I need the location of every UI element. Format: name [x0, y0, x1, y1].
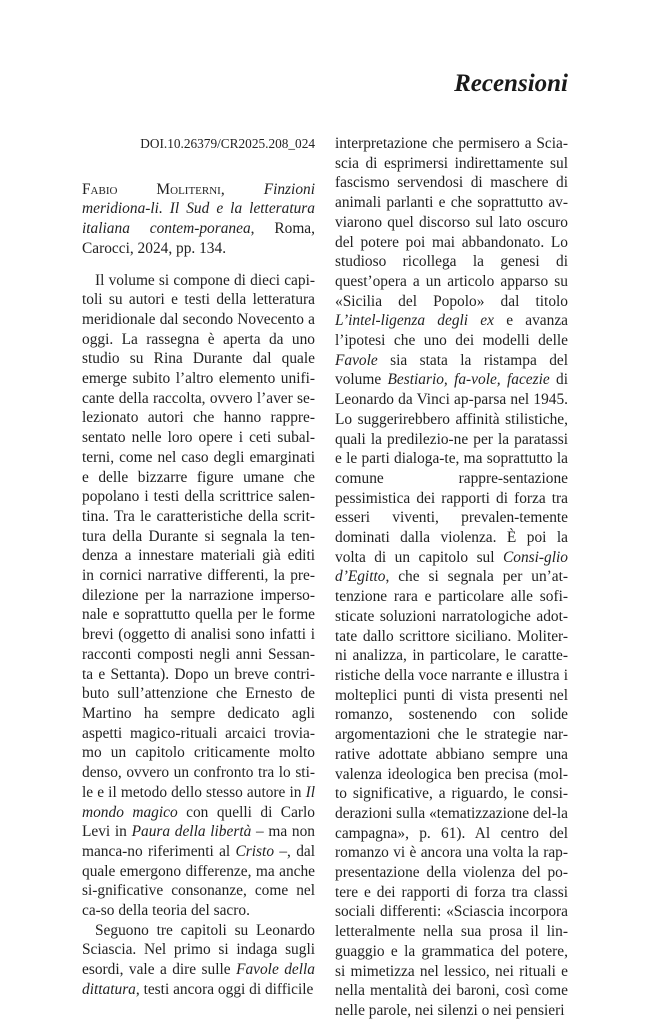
text-run: – ma non manca-no riferimenti al	[82, 823, 315, 860]
paragraph	[335, 134, 568, 1021]
right-column	[335, 134, 568, 1021]
citation	[82, 180, 315, 259]
text-run: e avanza l’ipotesi che uno dei modelli delle	[335, 312, 568, 350]
text-run: Il volume si compone di dieci capi-toli su autori e testi della letteratura meridionale dal secondo Novecento a oggi. La rassegna è aperta da uno studio su Rina Durante dal quale emerge subito l’altro elemento unifi-cante della raccolta, ovvero l’aver se-lezionato autori che hanno rappre-sentato nelle loro opere i ceti subal-terni, come nel caso degli emarginati e delle bizzarre figure umane che popolano i testi della scrittrice salen-tina. Tra le caratteristiche della scrit-tura della Durante si segnala la ten-denza a innestare materiali già editi in cornici narrative differenti, la pre-dilezione per la narrazione imperso-nale e soprattutto quella per le forme brevi (oggetto di analisi sono infatti i racconti composti negli anni Sessan-ta e Settanta). Dopo un breve contri-buto sull’attenzione che Ernesto de Martino ha sempre dedicato agli aspetti magico-rituali arcaici trovia-mo un capitolo criticamente molto denso, ovvero un confronto tra lo sti-le e il metodo dello stesso autore in	[82, 271, 315, 801]
text-run: interpretazione che permisero a Scia-scia di esprimersi indirettamente sul fascismo servendosi di maschere di animali parlanti e che soprattutto av-viarono quel discorso sul lato oscuro del potere poi mai abbandonato. Lo studioso ricollega la genesi di quest’opera a un articolo apparso su «Sicilia del Popolo» dal titolo	[335, 135, 568, 310]
text-run: –, dal quale emergono differenze, ma anche si-gnificative consonanze, come nel ca-so della teoria del sacro.	[82, 842, 315, 920]
doi: DOI.10.26379/CR2025.208_024	[140, 136, 315, 151]
paragraph	[82, 271, 315, 921]
text-run: di Leonardo da Vinci ap-parsa nel 1945. Lo suggerirebbero affinità stilistiche, quali la predilezio-ne per la paratassi e le parti dialoga-te, ma soprattutto la comune rappre-sentazione pessimistica dei rapporti di forza tra esseri viventi, prevalen-temente dominati dalla violenza. È poi la volta di un capitolo sul	[335, 371, 568, 566]
text-run: , che si segnala per un’at-tenzione rara e particolare alle sofi-sticate soluzioni narratologiche adot-tate dallo scrittore siciliano. Moliter-ni analizza, in particolare, le caratte-ristiche della voce narrante e illustra i molteplici punti di vista presenti nel romanzo, sostenendo con solide argomentazioni che le strategie nar-rative adottate abbiano sempre una valenza ideologica ben precisa (mol-to significative, a riguardo, le consi-derazioni sulla «tematizzazione del-la campagna», p. 61). Al centro del romanzo vi è ancora una volta la rap-presentazione della violenza del po-tere e dei rapporti di forza tra classi sociali differenti: «Sciascia incorpora letteralmente nella sua prosa il lin-guaggio e la grammatica del potere, si mimetizza nel lessico, nei rituali e nella mentalità dei baroni, così come nelle parole, nei silenzi o nei pensieri	[335, 568, 568, 1019]
citation-author: Fabio Moliterni	[82, 180, 221, 198]
italic-text: L’intel-ligenza degli ex	[335, 312, 494, 330]
italic-text: Consi-glio d’Egitto	[335, 548, 568, 586]
citation-details: , Roma, Carocci, 2024, pp. 134.	[82, 220, 315, 257]
section-title: Recensioni	[454, 70, 568, 97]
italic-text: Cristo	[235, 842, 275, 860]
citation-separator: ,	[220, 180, 264, 198]
text-run: , testi ancora oggi di difficile	[135, 980, 314, 998]
left-column	[82, 134, 315, 1000]
italic-text: Favole	[335, 351, 378, 369]
italic-text: Bestiario, fa-vole, facezie	[387, 371, 550, 389]
text-run: Seguono tre capitoli su Leonardo Sciascia. Nel primo si indaga sugli esordi, vale a dire sulle	[82, 921, 315, 979]
paragraph	[82, 921, 315, 1000]
text-run: con quelli di Carlo Levi in	[82, 803, 316, 841]
italic-text: Paura della libertà	[131, 823, 252, 841]
italic-text: Il mondo magico	[82, 783, 315, 821]
italic-text: Favole della dittatura	[82, 961, 315, 998]
citation-title: Finzioni meridiona-li. Il Sud e la letteratura italiana contem-poranea	[82, 180, 315, 238]
text-run: sia stata la ristampa del volume	[335, 351, 568, 389]
